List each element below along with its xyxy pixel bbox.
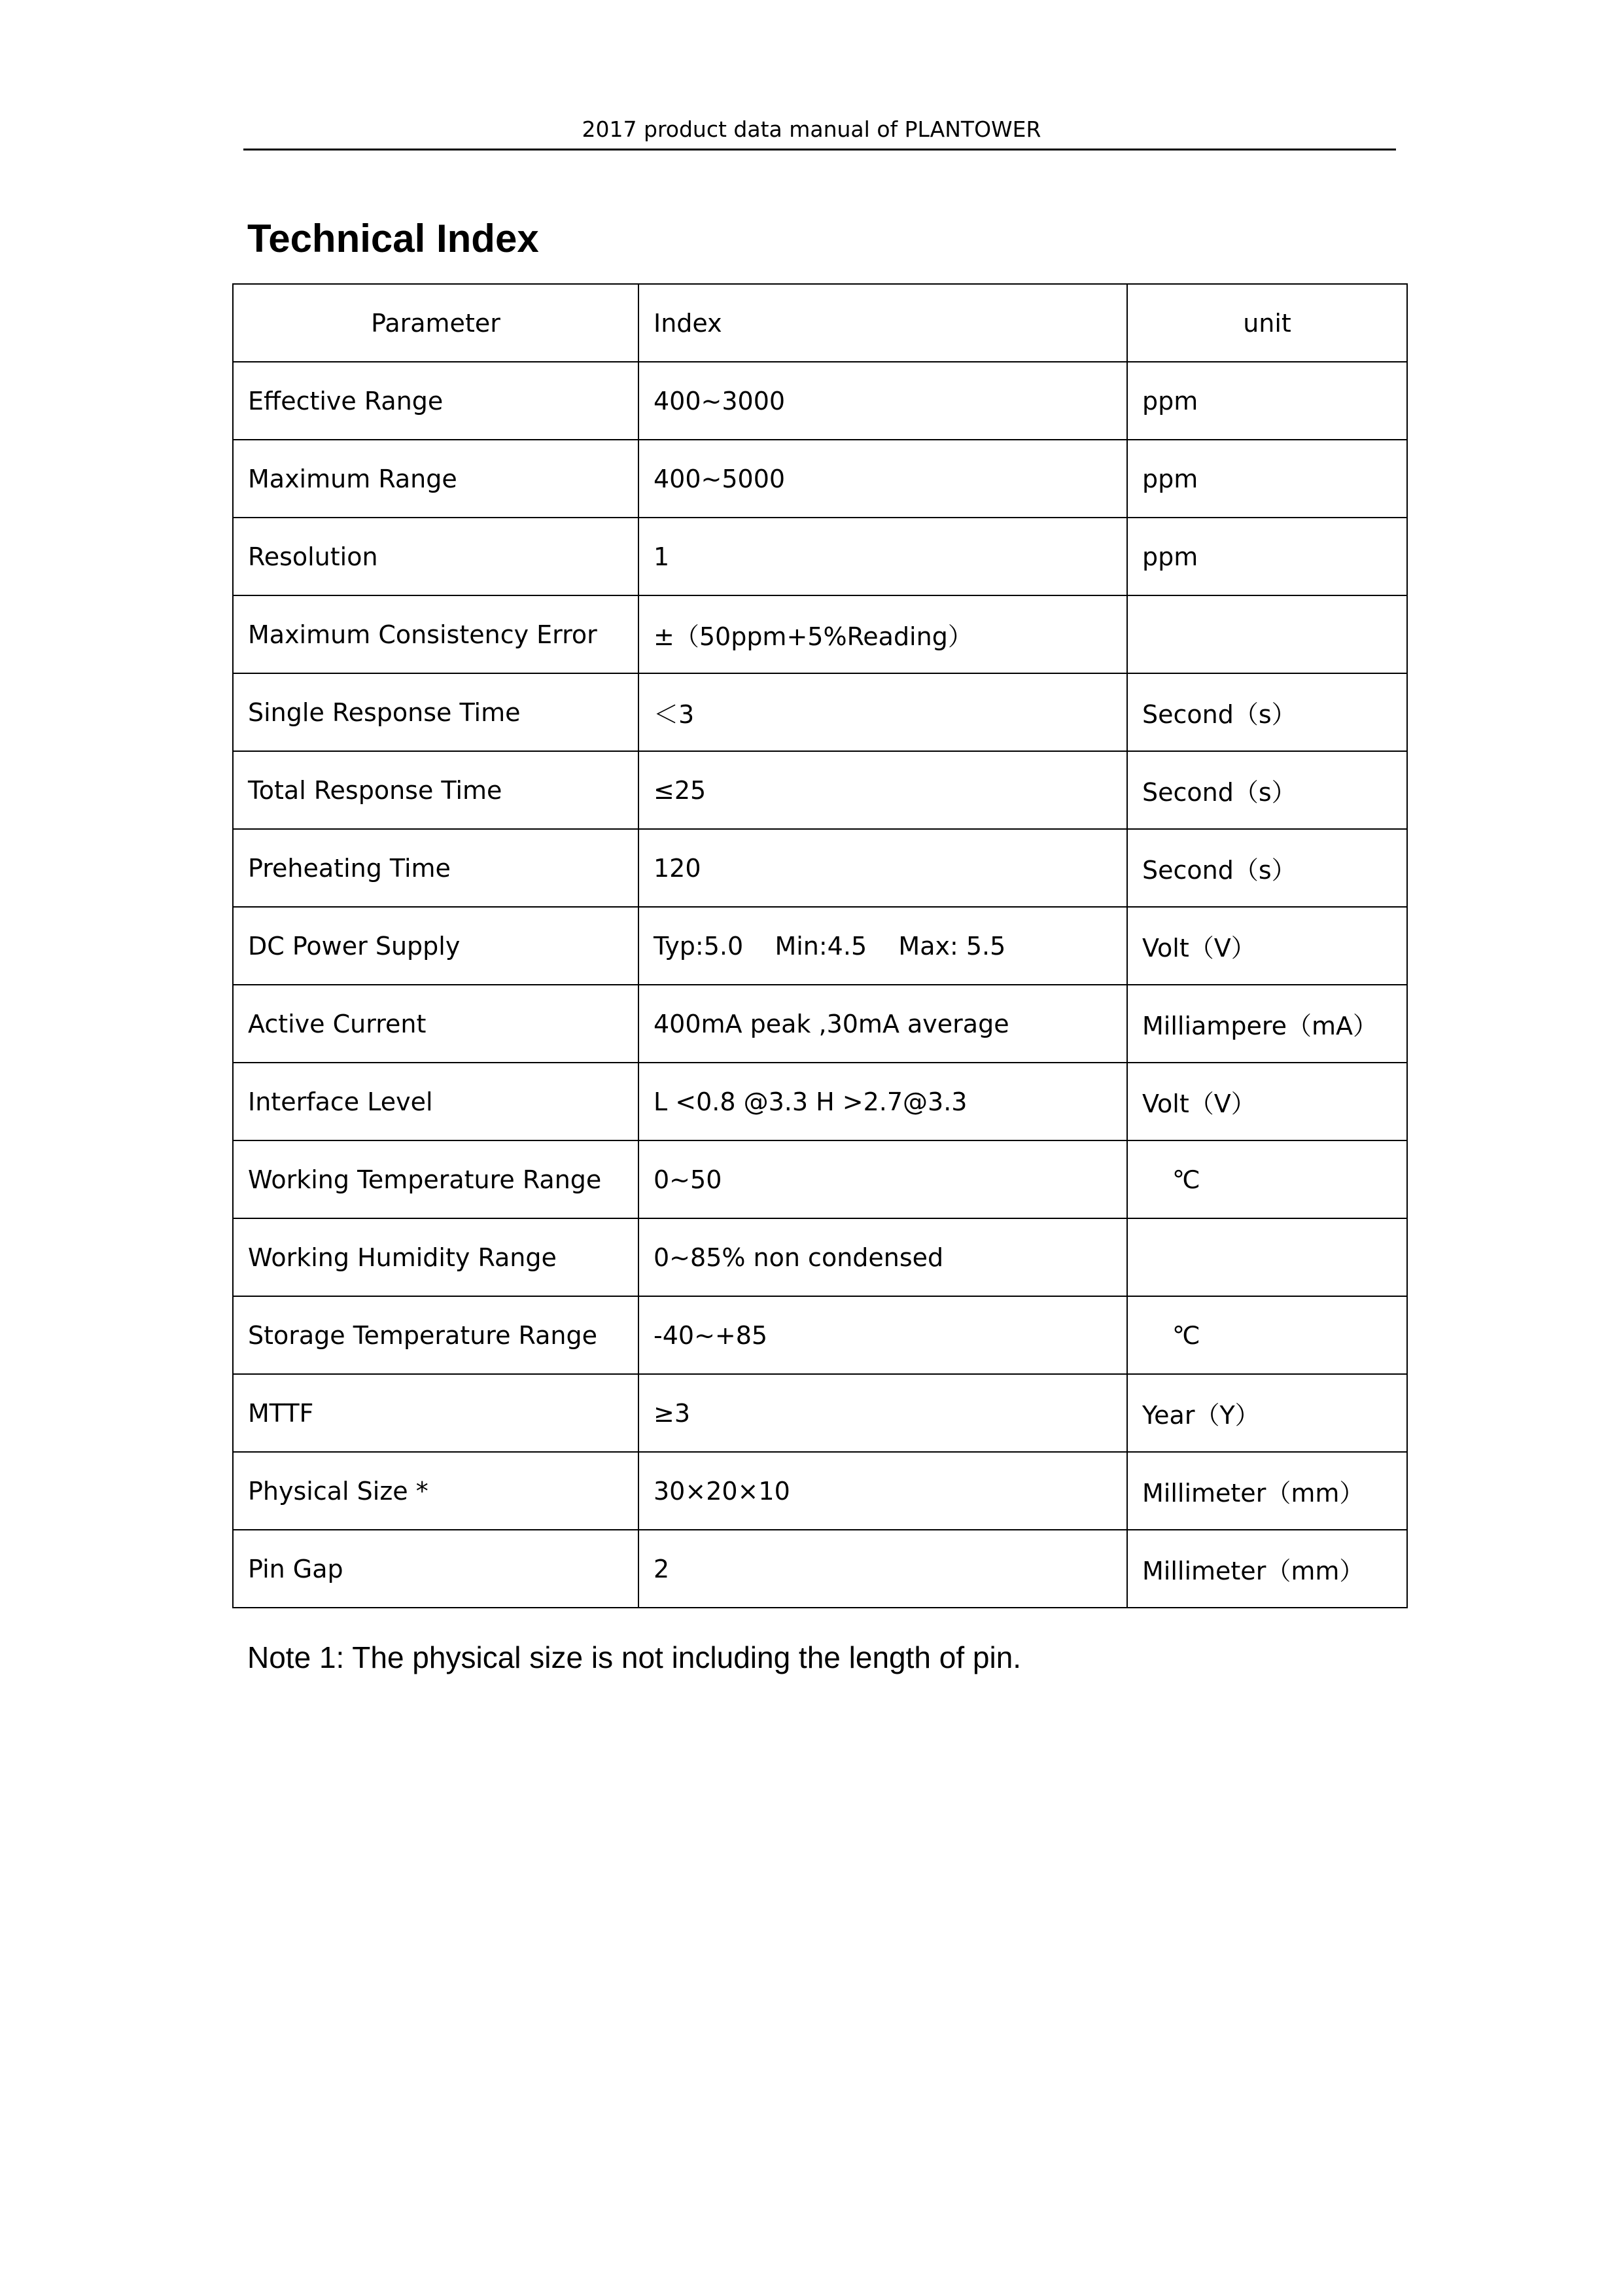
- parameter-cell: Storage Temperature Range: [233, 1296, 638, 1374]
- unit-cell: Second（s）: [1127, 751, 1407, 829]
- footnote: Note 1: The physical size is not including the length of pin.: [247, 1640, 1022, 1674]
- column-header-parameter: Parameter: [233, 284, 638, 362]
- table-row: [233, 518, 1407, 595]
- parameter-cell: Working Temperature Range: [233, 1140, 638, 1218]
- unit-cell: ppm: [1127, 518, 1407, 595]
- column-header-index: Index: [638, 284, 1127, 362]
- technical-index-table: [232, 283, 1408, 1608]
- parameter-cell: Working Humidity Range: [233, 1218, 638, 1296]
- unit-cell: ppm: [1127, 362, 1407, 440]
- parameter-cell: MTTF: [233, 1374, 638, 1452]
- table-row: [233, 595, 1407, 673]
- index-cell: ＜3: [638, 673, 1127, 751]
- parameter-cell: Physical Size *: [233, 1452, 638, 1530]
- parameter-cell: Total Response Time: [233, 751, 638, 829]
- table-row: [233, 440, 1407, 518]
- parameter-cell: Preheating Time: [233, 829, 638, 907]
- parameter-cell: Interface Level: [233, 1063, 638, 1140]
- unit-cell: ℃: [1127, 1296, 1407, 1374]
- parameter-cell: Pin Gap: [233, 1530, 638, 1608]
- table-row: [233, 1063, 1407, 1140]
- index-cell: 2: [638, 1530, 1127, 1608]
- table-row: [233, 673, 1407, 751]
- unit-cell: ℃: [1127, 1140, 1407, 1218]
- unit-cell: [1127, 1218, 1407, 1296]
- table-row: [233, 751, 1407, 829]
- unit-cell: Volt（V）: [1127, 907, 1407, 985]
- table-row: [233, 985, 1407, 1063]
- index-cell: 0~85% non condensed: [638, 1218, 1127, 1296]
- table-row: [233, 1296, 1407, 1374]
- parameter-cell: Single Response Time: [233, 673, 638, 751]
- index-cell: Typ:5.0 Min:4.5 Max: 5.5: [638, 907, 1127, 985]
- unit-cell: [1127, 595, 1407, 673]
- parameter-cell: Maximum Consistency Error: [233, 595, 638, 673]
- table-header-row: [233, 284, 1407, 362]
- column-header-unit: unit: [1127, 284, 1407, 362]
- unit-cell: Second（s）: [1127, 829, 1407, 907]
- index-cell: 400~5000: [638, 440, 1127, 518]
- unit-cell: Milliampere（mA）: [1127, 985, 1407, 1063]
- section-title: Technical Index: [247, 217, 539, 260]
- parameter-cell: Effective Range: [233, 362, 638, 440]
- table-row: [233, 907, 1407, 985]
- unit-cell: Millimeter（mm）: [1127, 1530, 1407, 1608]
- index-cell: 30×20×10: [638, 1452, 1127, 1530]
- unit-cell: Millimeter（mm）: [1127, 1452, 1407, 1530]
- index-cell: 0~50: [638, 1140, 1127, 1218]
- table-row: [233, 1452, 1407, 1530]
- unit-cell: ppm: [1127, 440, 1407, 518]
- index-cell: 400~3000: [638, 362, 1127, 440]
- header-divider: [243, 149, 1396, 150]
- unit-cell: Volt（V）: [1127, 1063, 1407, 1140]
- index-cell: ≥3: [638, 1374, 1127, 1452]
- parameter-cell: DC Power Supply: [233, 907, 638, 985]
- parameter-cell: Maximum Range: [233, 440, 638, 518]
- table-row: [233, 1140, 1407, 1218]
- unit-cell: Second（s）: [1127, 673, 1407, 751]
- index-cell: L <0.8 @3.3 H >2.7@3.3: [638, 1063, 1127, 1140]
- parameter-cell: Active Current: [233, 985, 638, 1063]
- index-cell: ≤25: [638, 751, 1127, 829]
- running-header: 2017 product data manual of PLANTOWER: [582, 116, 1041, 142]
- table-row: [233, 362, 1407, 440]
- index-cell: 120: [638, 829, 1127, 907]
- table-row: [233, 1530, 1407, 1608]
- index-cell: 400mA peak ,30mA average: [638, 985, 1127, 1063]
- parameter-cell: Resolution: [233, 518, 638, 595]
- table-row: [233, 829, 1407, 907]
- index-cell: ±（50ppm+5%Reading）: [638, 595, 1127, 673]
- table-row: [233, 1374, 1407, 1452]
- index-cell: 1: [638, 518, 1127, 595]
- unit-cell: Year（Y）: [1127, 1374, 1407, 1452]
- index-cell: -40~+85: [638, 1296, 1127, 1374]
- table-row: [233, 1218, 1407, 1296]
